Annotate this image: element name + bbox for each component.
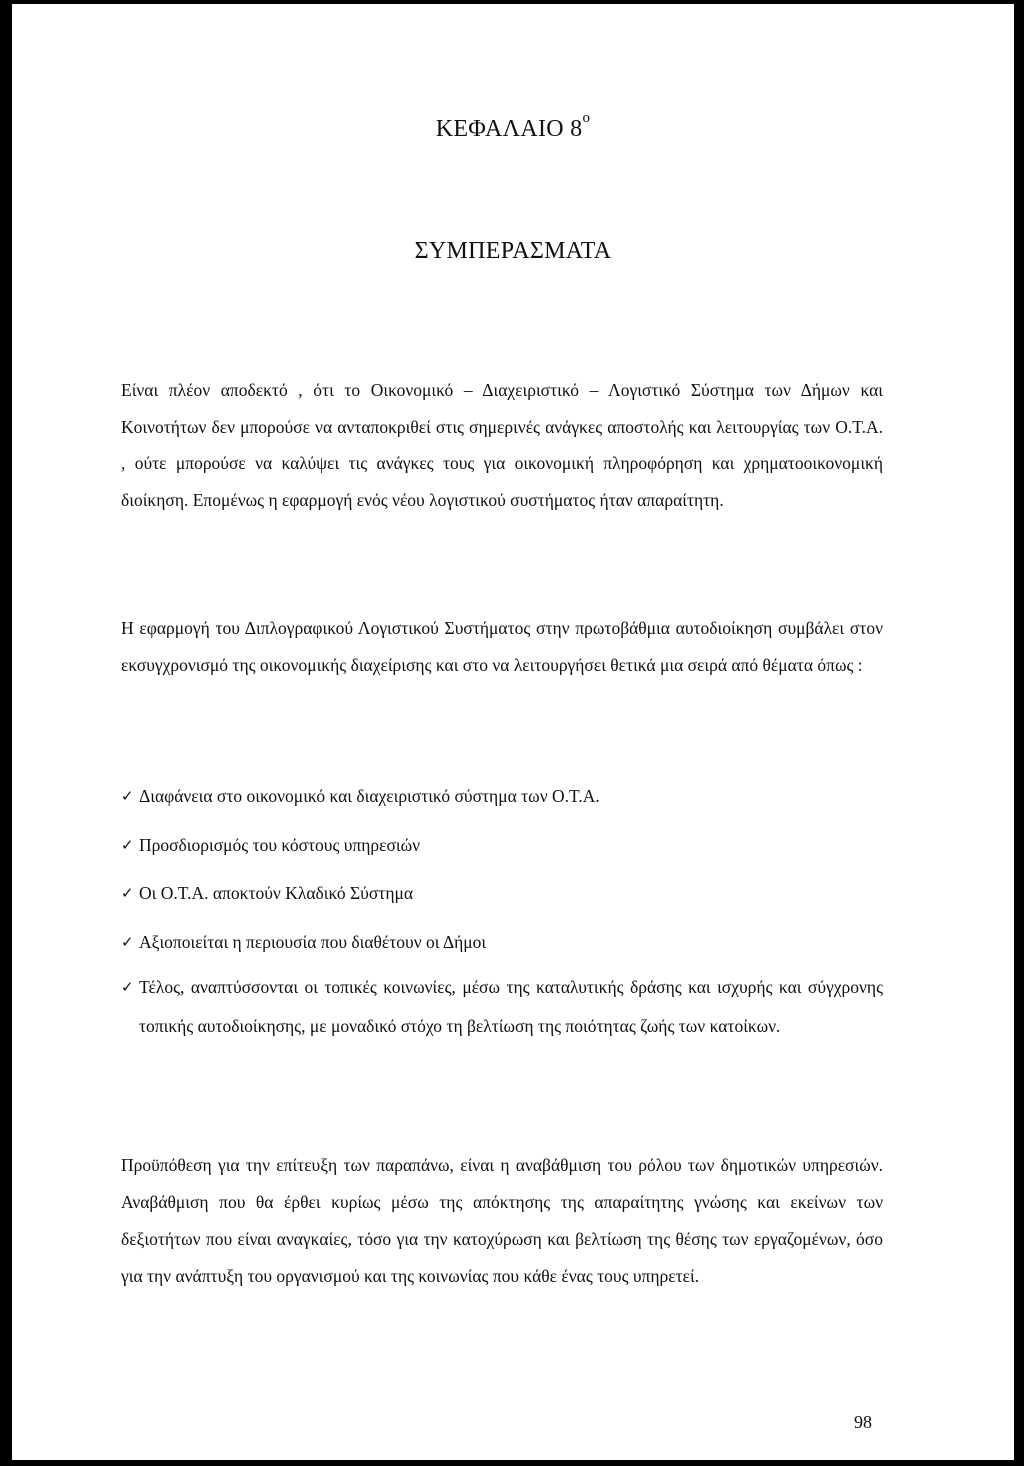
chapter-title-superscript: ο	[582, 110, 591, 126]
checklist-item	[121, 968, 883, 1046]
paragraph-intro: Είναι πλέον αποδεκτό , ότι το Οικονομικό – Διαχειριστικό – Λογιστικό Σύστημα των Δήμων και Κοινοτήτων δεν μπορούσε να ανταποκριθεί στις σημερινές ανάγκες αποστολής και λειτουργίας των Ο.Τ.Α. , ούτε μπορούσε να καλύψει τις ανάγκες τους για οικονομική πληροφόρηση και χρηματοοικονομική διοίκηση. Επομένως η εφαρμογή ενός νέου λογιστικού συστήματος ήταν απαραίτητη.	[121, 380, 883, 510]
check-icon: ✓	[121, 978, 134, 996]
checklist-item-text: Οι Ο.Τ.Α. αποκτούν Κλαδικό Σύστημα	[139, 883, 414, 903]
checklist-item-text: Διαφάνεια στο οικονομικό και διαχειριστικό σύστημα των Ο.Τ.Α.	[139, 786, 600, 806]
chapter-title	[12, 110, 1014, 143]
section-title: ΣΥΜΠΕΡΑΣΜΑΤΑ	[414, 238, 612, 264]
checklist-item	[121, 778, 883, 814]
check-icon: ✓	[121, 835, 134, 854]
checklist-item-text: Τέλος, αναπτύσσονται οι τοπικές κοινωνίες, μέσω της καταλυτικής δράσης και ισχυρής και σύγχρονης τοπικής αυτοδιοίκησης, με μοναδικό στόχο τη βελτίωση της ποιότητας ζωής των κατοίκων.	[139, 977, 883, 1036]
checklist-item	[121, 924, 883, 960]
document-page	[12, 4, 1014, 1460]
page-number: 98	[854, 1412, 872, 1432]
paragraph-conclusion: Προϋπόθεση για την επίτευξη των παραπάνω, είναι η αναβάθμιση του ρόλου των δημοτικών υπηρεσιών. Αναβάθμιση που θα έρθει κυρίως μέσω της απόκτησης της απαραίτητης γνώσης και εκείνων των δεξιοτήτων που είναι αναγκαίες, τόσο για την κατοχύρωση και βελτίωση της θέσης των εργαζομένων, όσο για την ανάπτυξη του οργανισμού και της κοινωνίας που κάθε ένας τους υπηρετεί.	[121, 1155, 883, 1286]
checklist-item	[121, 875, 883, 911]
check-icon: ✓	[121, 932, 134, 951]
checklist-item	[121, 827, 883, 863]
paragraph-application: Η εφαρμογή του Διπλογραφικού Λογιστικού Συστήματος στην πρωτοβάθμια αυτοδιοίκηση συμβάλει στον εκσυγχρονισμό της οικονομικής διαχείρισης και στο να λειτουργήσει θετικά μια σειρά από θέματα όπως :	[121, 618, 883, 675]
benefits-checklist	[121, 778, 883, 1059]
checklist-item-text: Αξιοποιείται η περιουσία που διαθέτουν οι Δήμοι	[139, 931, 487, 952]
chapter-title-text: ΚΕΦΑΛΑΙΟ 8	[435, 116, 583, 142]
check-icon: ✓	[121, 884, 134, 902]
check-icon: ✓	[121, 787, 134, 805]
checklist-item-text: Προσδιορισμός του κόστους υπηρεσιών	[139, 834, 421, 855]
